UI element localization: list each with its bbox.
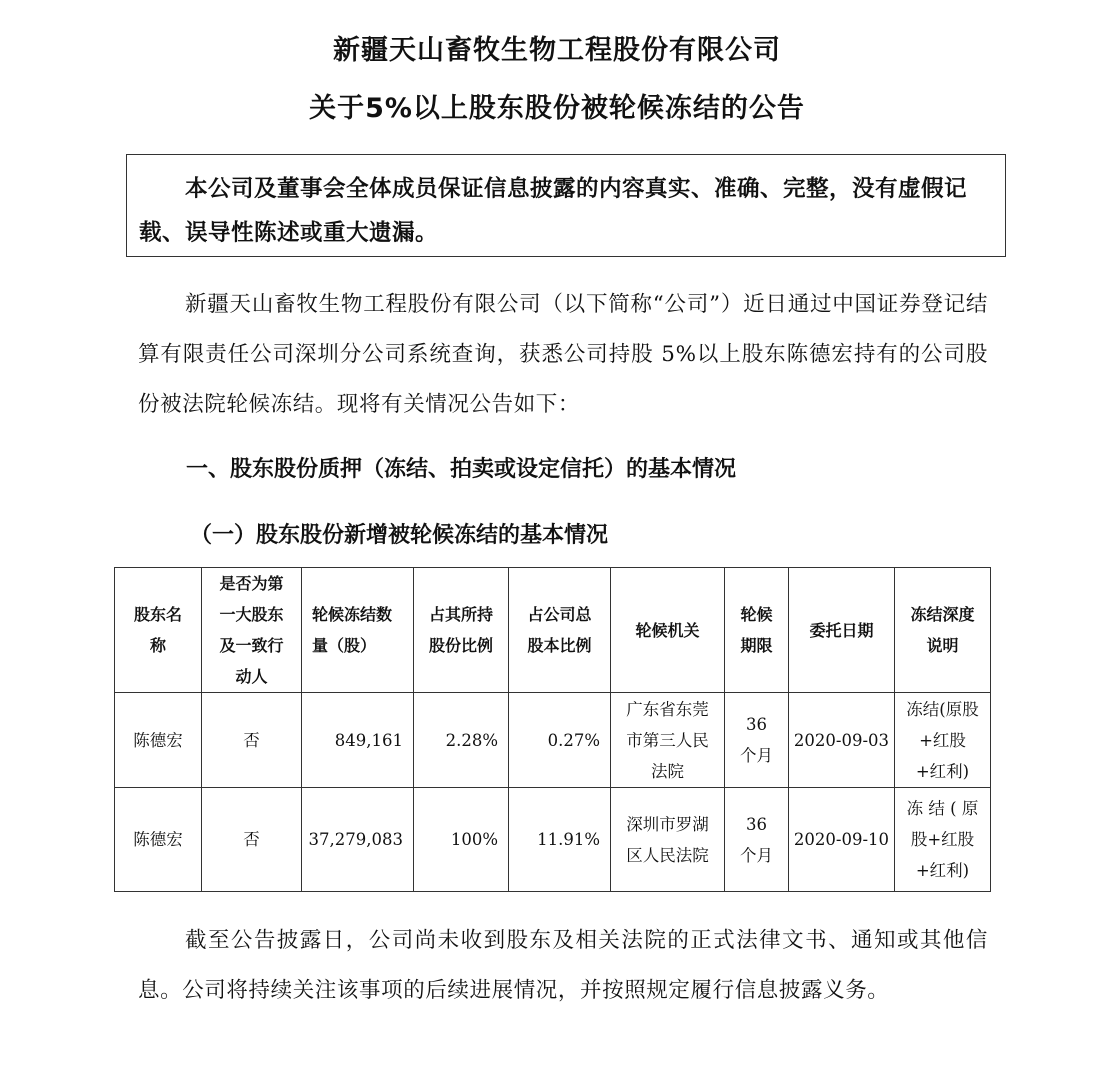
cell-shareholder-name: 陈德宏 (115, 788, 202, 892)
document-title-line-2: 关于5%以上股东股份被轮候冻结的公告 (309, 93, 805, 124)
cell-date: 2020-09-10 (789, 788, 895, 892)
board-guarantee-notice: 本公司及董事会全体成员保证信息披露的内容真实、准确、完整，没有虚假记载、误导性陈述或重大遗漏。 (126, 154, 1006, 257)
table-row (115, 788, 991, 892)
header-cell: 冻结深度说明 (895, 568, 991, 693)
intro-paragraph: 新疆天山畜牧生物工程股份有限公司（以下简称“公司”）近日通过中国证券登记结算有限责任公司深圳分公司系统查询，获悉公司持股 5%以上股东陈德宏持有的公司股份被法院轮候冻结。现将有关情况公告如下： (138, 292, 988, 417)
header-cell: 轮候冻结数量（股） (302, 568, 414, 693)
freeze-details-table (114, 567, 991, 892)
cell-period: 36 个月 (725, 788, 789, 892)
cell-date: 2020-09-03 (789, 693, 895, 788)
header-cell: 股东名称 (115, 568, 202, 693)
cell-is-major: 否 (202, 788, 302, 892)
cell-freeze-depth: 冻结(原股+红股+红利) (895, 693, 991, 788)
document-title-line-1: 新疆天山畜牧生物工程股份有限公司 (333, 35, 781, 66)
header-cell: 委托日期 (789, 568, 895, 693)
cell-own-ratio: 2.28% (414, 693, 509, 788)
cell-authority: 广东省东莞市第三人民法院 (611, 693, 725, 788)
header-cell: 轮候期限 (725, 568, 789, 693)
cell-period: 36 个月 (725, 693, 789, 788)
header-cell: 是否为第一大股东及一致行动人 (202, 568, 302, 693)
cell-total-ratio: 0.27% (509, 693, 611, 788)
section-heading: 一、股东股份质押（冻结、拍卖或设定信托）的基本情况 (186, 457, 737, 482)
table-row (115, 693, 991, 788)
closing-paragraph: 截至公告披露日，公司尚未收到股东及相关法院的正式法律文书、通知或其他信息。公司将持续关注该事项的后续进展情况，并按照规定履行信息披露义务。 (138, 928, 988, 1003)
header-cell: 占公司总股本比例 (509, 568, 611, 693)
header-cell: 占其所持股份比例 (414, 568, 509, 693)
subsection-heading: （一）股东股份新增被轮候冻结的基本情况 (190, 523, 609, 548)
cell-freeze-depth: 冻 结 ( 原股+红股+红利) (895, 788, 991, 892)
cell-authority: 深圳市罗湖区人民法院 (611, 788, 725, 892)
cell-quantity: 849,161 (302, 693, 414, 788)
cell-own-ratio: 100% (414, 788, 509, 892)
header-cell: 轮候机关 (611, 568, 725, 693)
cell-is-major: 否 (202, 693, 302, 788)
cell-total-ratio: 11.91% (509, 788, 611, 892)
cell-shareholder-name: 陈德宏 (115, 693, 202, 788)
table-header-row (115, 568, 991, 693)
cell-quantity: 37,279,083 (302, 788, 414, 892)
